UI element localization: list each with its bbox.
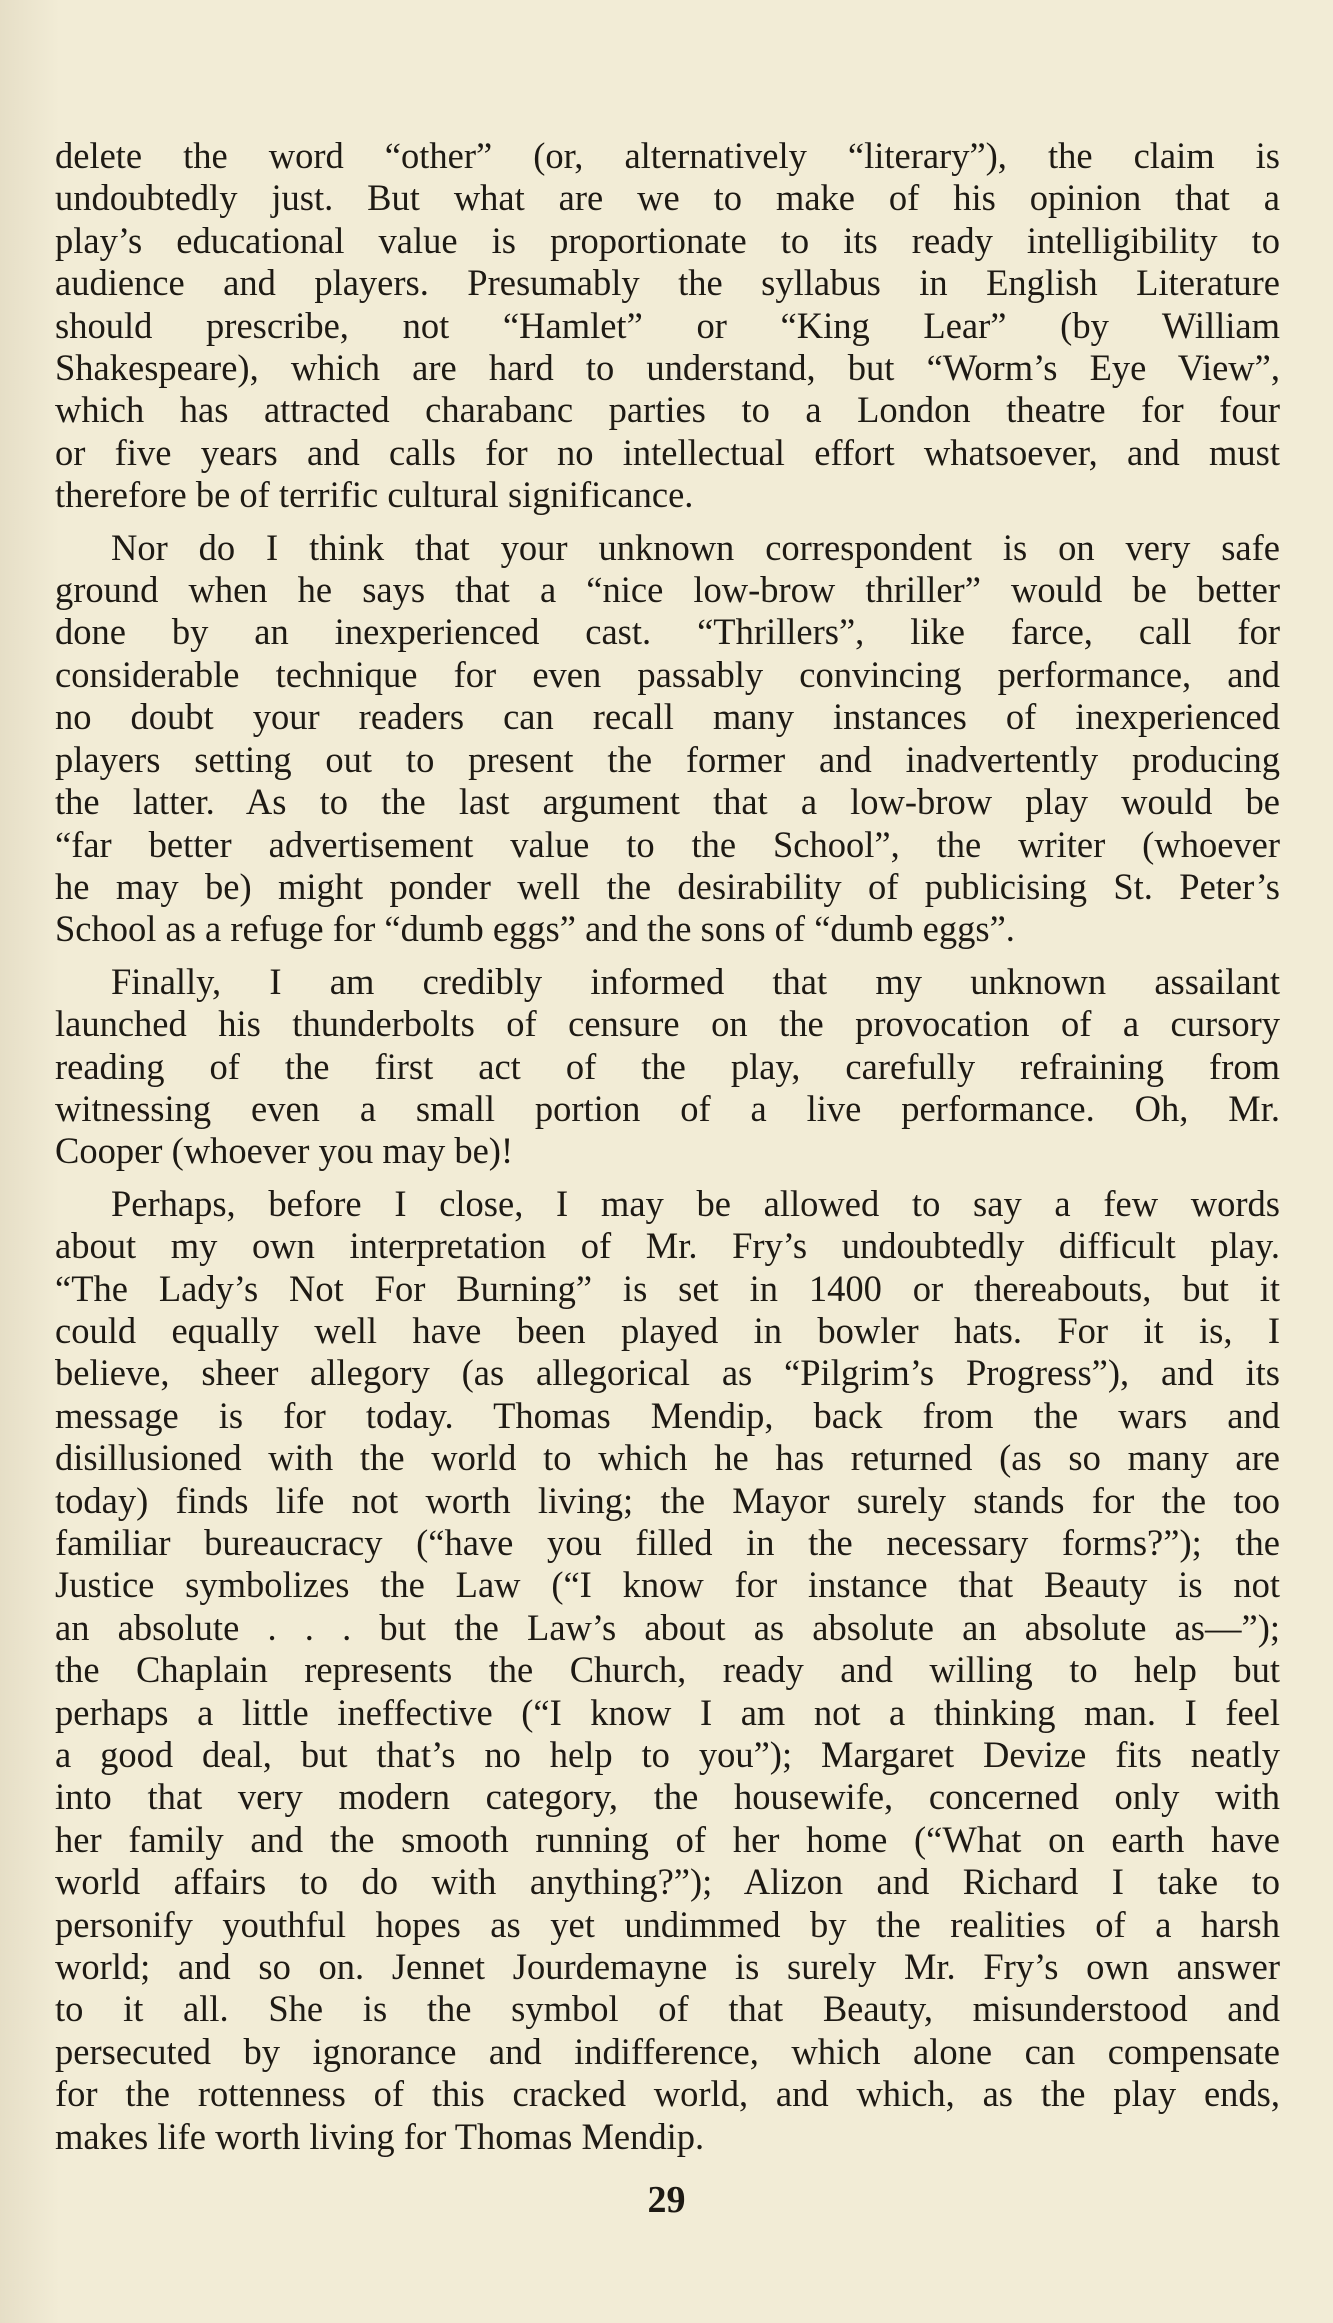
text-line: “The Lady’s Not For Burning” is set in 1400 or thereabouts, but it bbox=[55, 1267, 1280, 1309]
text-line: players setting out to present the former and inadvertently producing bbox=[55, 738, 1280, 780]
text-line: about my own interpretation of Mr. Fry’s undoubtedly difficult play. bbox=[55, 1225, 1280, 1267]
text-line: an absolute . . . but the Law’s about as absolute an absolute as—”); bbox=[55, 1606, 1280, 1648]
text-line: witnessing even a small portion of a live performance. Oh, Mr. bbox=[55, 1087, 1280, 1129]
text-line: “far better advertisement value to the School”, the writer (whoever bbox=[55, 823, 1280, 865]
text-line: message is for today. Thomas Mendip, back from the wars and bbox=[55, 1394, 1280, 1436]
text-line: could equally well have been played in bowler hats. For it is, I bbox=[55, 1309, 1280, 1351]
text-line: done by an inexperienced cast. “Thrillers”, like farce, call for bbox=[55, 611, 1280, 653]
text-line: he may be) might ponder well the desirability of publicising St. Peter’s bbox=[55, 865, 1280, 907]
text-line: no doubt your readers can recall many instances of inexperienced bbox=[55, 696, 1280, 738]
page-number: 29 bbox=[647, 2179, 686, 2221]
text-line: disillusioned with the world to which he has returned (as so many are bbox=[55, 1437, 1280, 1479]
text-line: play’s educational value is proportionate to its ready intelligibility to bbox=[55, 219, 1280, 261]
text-line: Cooper (whoever you may be)! bbox=[55, 1130, 514, 1172]
paragraph bbox=[55, 961, 1280, 1173]
text-line: audience and players. Presumably the syllabus in English Literature bbox=[55, 262, 1280, 304]
text-line: her family and the smooth running of her home (“What on earth have bbox=[55, 1818, 1280, 1860]
text-line: persecuted by ignorance and indifference, which alone can compensate bbox=[55, 2030, 1280, 2072]
text-line: world affairs to do with anything?”); Alizon and Richard I take to bbox=[55, 1861, 1280, 1903]
text-line: reading of the first act of the play, carefully refraining from bbox=[55, 1045, 1280, 1087]
text-line: for the rottenness of this cracked world, and which, as the play ends, bbox=[55, 2073, 1280, 2115]
text-line: Perhaps, before I close, I may be allowed to say a few words bbox=[111, 1182, 1280, 1224]
text-line: world; and so on. Jennet Jourdemayne is surely Mr. Fry’s own answer bbox=[55, 1946, 1280, 1988]
text-line: should prescribe, not “Hamlet” or “King Lear” (by William bbox=[55, 304, 1280, 346]
paragraph bbox=[55, 1183, 1280, 2158]
text-line: School as a refuge for “dumb eggs” and the sons of “dumb eggs”. bbox=[55, 908, 1015, 950]
text-line: therefore be of terrific cultural significance. bbox=[55, 474, 694, 516]
text-line: launched his thunderbolts of censure on the provocation of a cursory bbox=[55, 1003, 1280, 1045]
text-line: believe, sheer allegory (as allegorical as “Pilgrim’s Progress”), and its bbox=[55, 1352, 1280, 1394]
text-line: the latter. As to the last argument that a low-brow play would be bbox=[55, 781, 1280, 823]
text-line: a good deal, but that’s no help to you”); Margaret Devize fits neatly bbox=[55, 1734, 1280, 1776]
text-line: or five years and calls for no intellectual effort whatsoever, and must bbox=[55, 431, 1280, 473]
text-line: Nor do I think that your unknown correspondent is on very safe bbox=[111, 526, 1280, 568]
text-line: the Chaplain represents the Church, ready and willing to help but bbox=[55, 1649, 1280, 1691]
body-text bbox=[55, 135, 1280, 2168]
text-line: undoubtedly just. But what are we to make of his opinion that a bbox=[55, 177, 1280, 219]
text-line: familiar bureaucracy (“have you filled in the necessary forms?”); the bbox=[55, 1522, 1280, 1563]
text-line: ground when he says that a “nice low-brow thriller” would be better bbox=[55, 569, 1280, 611]
text-line: into that very modern category, the housewife, concerned only with bbox=[55, 1776, 1280, 1818]
text-line: delete the word “other” (or, alternatively “literary”), the claim is bbox=[55, 135, 1280, 176]
text-line: considerable technique for even passably convincing performance, and bbox=[55, 653, 1280, 695]
text-line: Finally, I am credibly informed that my unknown assailant bbox=[111, 960, 1280, 1002]
text-line: Shakespeare), which are hard to understand, but “Worm’s Eye View”, bbox=[55, 347, 1280, 389]
paragraph bbox=[55, 527, 1280, 951]
text-line: which has attracted charabanc parties to a London theatre for four bbox=[55, 389, 1280, 431]
text-line: today) finds life not worth living; the Mayor surely stands for the too bbox=[55, 1479, 1280, 1521]
text-line: perhaps a little ineffective (“I know I am not a thinking man. I feel bbox=[55, 1691, 1280, 1733]
text-line: personify youthful hopes as yet undimmed by the realities of a harsh bbox=[55, 1903, 1280, 1945]
text-line: Justice symbolizes the Law (“I know for instance that Beauty is not bbox=[55, 1564, 1280, 1606]
paragraph bbox=[55, 135, 1280, 517]
text-line: makes life worth living for Thomas Mendip. bbox=[55, 2115, 705, 2157]
text-line: to it all. She is the symbol of that Beauty, misunderstood and bbox=[55, 1988, 1280, 2030]
